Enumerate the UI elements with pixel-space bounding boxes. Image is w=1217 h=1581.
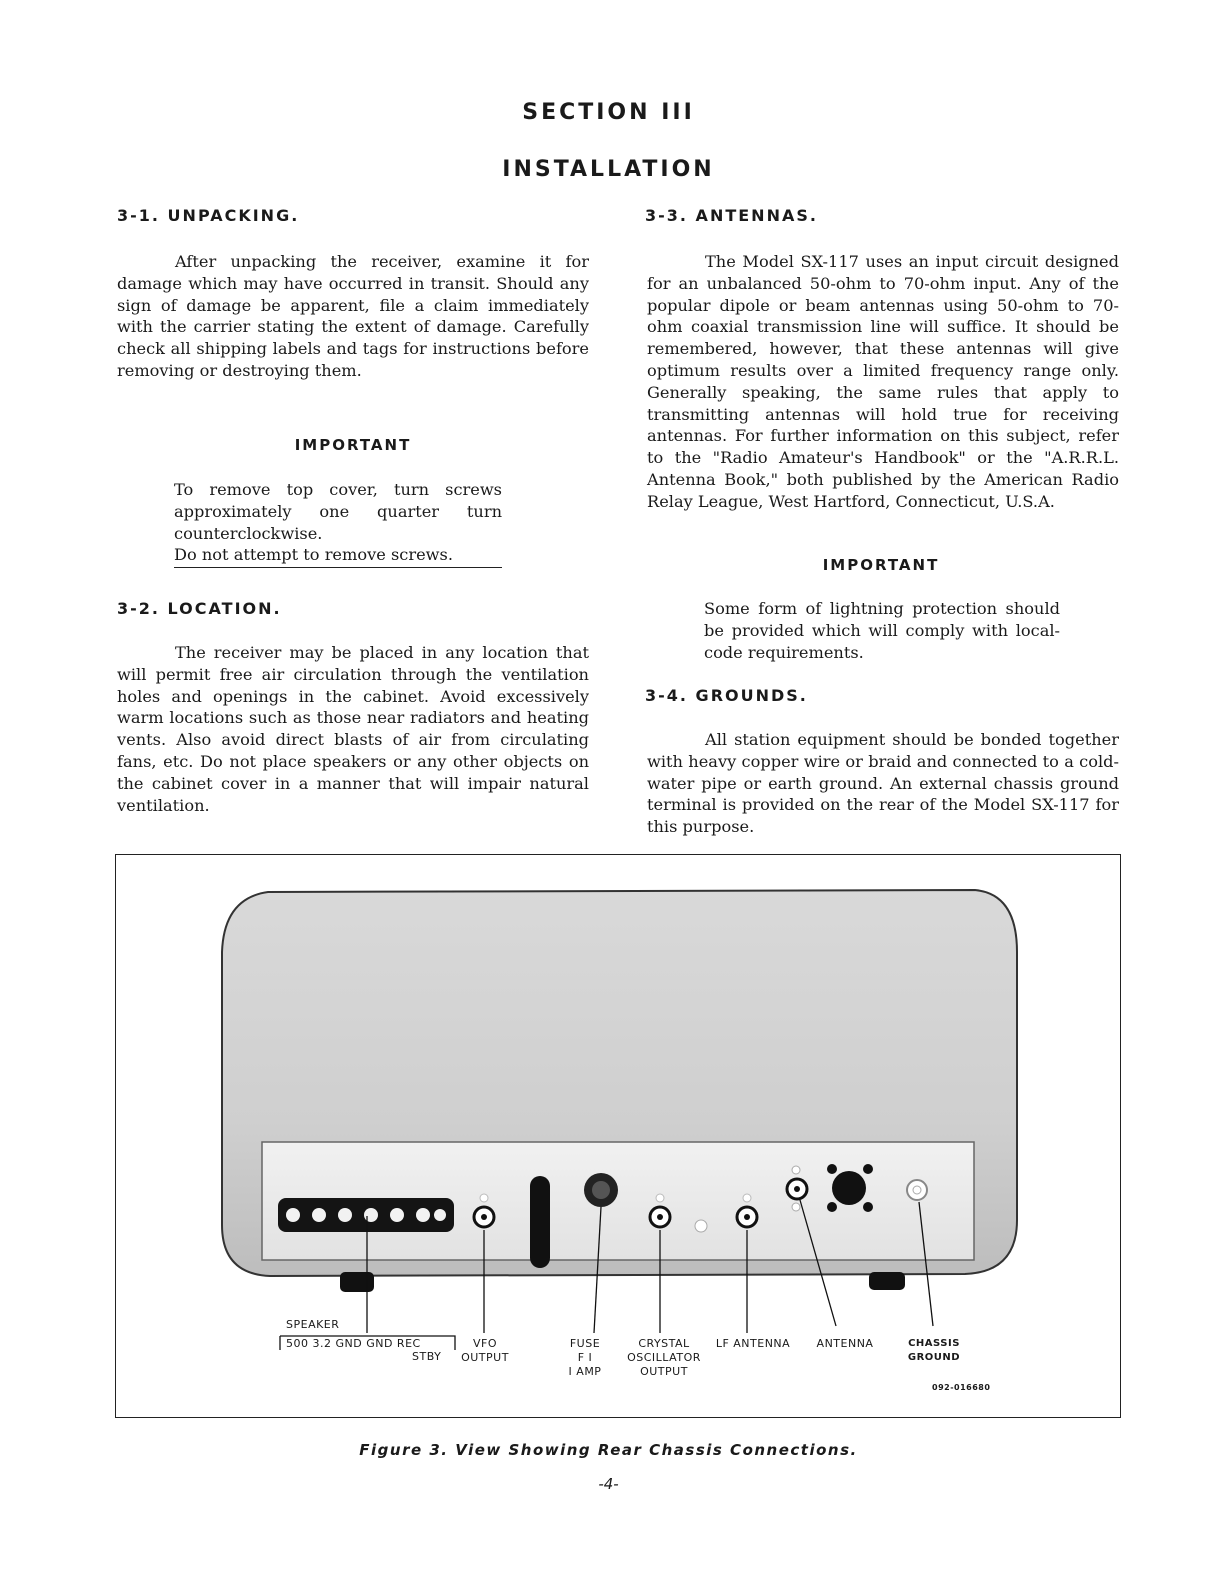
- heading-location: 3-2. LOCATION.: [117, 599, 282, 618]
- heading-antennas: 3-3. ANTENNAS.: [645, 206, 818, 225]
- location-text: The receiver may be placed in any location that will permit free air circulation through the ventilation holes and openings in the cabinet. Avoid excessively warm locations such as those near radiators and heating vents. Also avoid direct blasts of air from circulating fans, etc. Do not place speakers or any other objects on the cabinet cover in a manner that will impair natural ventilation.: [117, 643, 589, 815]
- section-title: INSTALLATION: [502, 157, 715, 182]
- label-vfo-line2: OUTPUT: [461, 1351, 509, 1364]
- accessory-socket: [832, 1171, 866, 1205]
- label-fuse-line1: FUSE: [569, 1337, 601, 1350]
- heading-unpacking: 3-1. UNPACKING.: [117, 206, 300, 225]
- label-crystal-oscillator: [622, 1337, 706, 1379]
- label-antenna: ANTENNA: [816, 1337, 874, 1350]
- label-crystal-line2: OSCILLATOR: [627, 1351, 701, 1364]
- label-crystal-line1: CRYSTAL: [638, 1337, 690, 1350]
- label-fuse: [560, 1337, 610, 1379]
- label-chassis-ground: [900, 1337, 968, 1365]
- label-fuse-line2: F I: [577, 1351, 593, 1364]
- grounds-text: All station equipment should be bonded together with heavy copper wire or braid and connected to a cold-water pipe or earth ground. An external chassis ground terminal is provided on the rear of the Model SX-117 for this purpose.: [647, 730, 1119, 837]
- important-heading-2: IMPORTANT: [822, 556, 940, 574]
- label-crystal-line3: OUTPUT: [640, 1365, 688, 1378]
- heading-grounds: 3-4. GROUNDS.: [645, 686, 808, 705]
- figure-caption: Figure 3. View Showing Rear Chassis Connections.: [359, 1441, 858, 1459]
- label-vfo-line1: VFO: [472, 1337, 497, 1350]
- label-chassis-line1: CHASSIS: [908, 1338, 960, 1349]
- important-text-2: Some form of lightning protection should be provided which will comply with local-code requirements.: [704, 599, 1060, 662]
- section-number: SECTION III: [522, 100, 695, 125]
- important-heading-1: IMPORTANT: [294, 436, 412, 454]
- label-speaker: SPEAKER: [286, 1318, 340, 1331]
- label-terminals: 500 3.2 GND GND REC: [286, 1337, 421, 1350]
- part-number: 092-016680: [932, 1383, 991, 1392]
- label-stby: STBY: [412, 1350, 442, 1363]
- label-vfo-output: [454, 1337, 516, 1365]
- label-fuse-line3: I AMP: [568, 1365, 602, 1378]
- left-foot: [340, 1272, 374, 1292]
- important-text-1: To remove top cover, turn screws approximately one quarter turn counterclockwise.: [174, 480, 502, 543]
- page-number: -4-: [598, 1475, 619, 1493]
- right-foot: [869, 1272, 905, 1290]
- label-chassis-line2: GROUND: [907, 1352, 961, 1363]
- important-underline-1: Do not attempt to remove screws.: [174, 544, 502, 568]
- antennas-text: The Model SX-117 uses an input circuit designed for an unbalanced 50-ohm to 70-ohm input. Any of the popular dipole or beam antennas using 50-ohm to 70-ohm coaxial transmission line will suffice. It should be remembered, however, that these antennas will give optimum results over a limited frequency range only. Generally speaking, the same rules that apply to transmitting antennas will hold true for receiving antennas. For further information on this subject, refer to the "Radio Amateur's Handbook" or the "A.R.R.L. Antenna Book," both published by the American Radio Relay League, West Hartford, Connecticut, U.S.A.: [647, 252, 1119, 511]
- label-lf-antenna: LF ANTENNA: [715, 1337, 791, 1350]
- unpacking-text: After unpacking the receiver, examine it for damage which may have occurred in transit. Should any sign of damage be apparent, file a claim immediately with the carrier stating the extent of damage. Carefully check all shipping labels and tags for instructions before removing or destroying them.: [117, 252, 589, 380]
